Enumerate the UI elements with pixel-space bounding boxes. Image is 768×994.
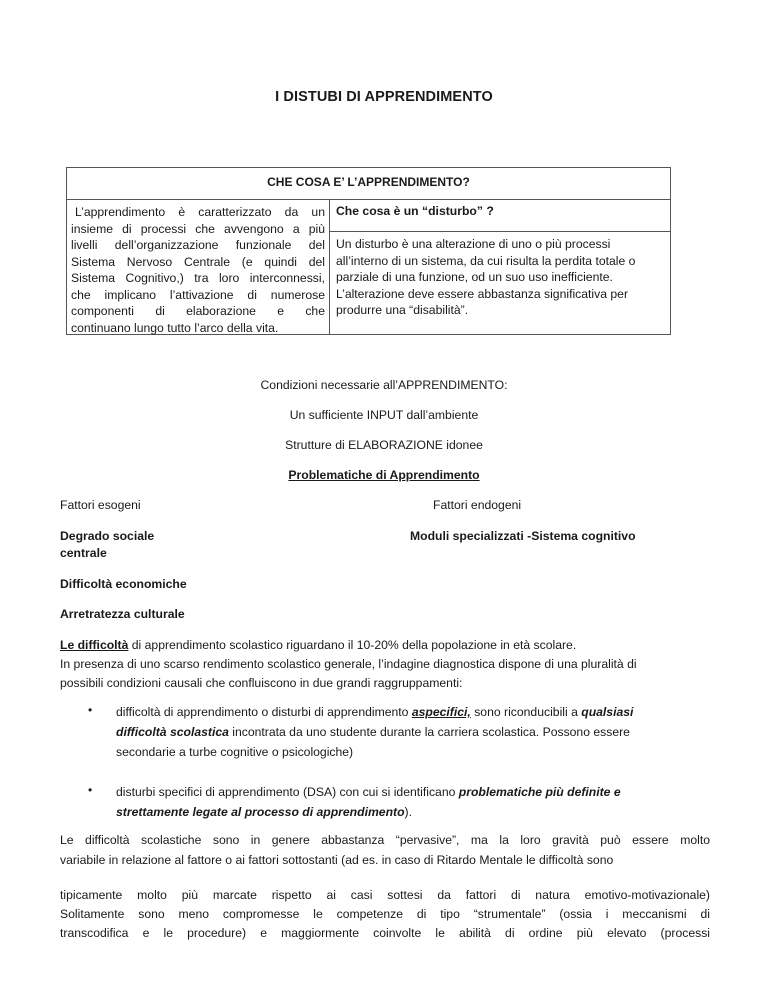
endogenous-label: Fattori endogeni — [433, 498, 522, 512]
document-title: I DISTUBI DI APPRENDIMENTO — [275, 89, 493, 105]
exogenous-factor-social-cont: centrale — [60, 546, 107, 560]
condition-input: Un sufficiente INPUT dall’ambiente — [289, 408, 479, 422]
bullet-icon: • — [88, 703, 93, 717]
bullet-item-dsa — [116, 782, 716, 822]
text-line: insieme di processi che avvengono a più — [71, 221, 325, 236]
text-line: Sistema Cognitivo,) tra loro interconnessi, — [71, 271, 325, 285]
definition-table — [66, 167, 671, 335]
text-line: Sistema Nervoso Centrale (e quindi del — [71, 254, 325, 269]
emphasis-difficolta: difficoltà scolastica — [116, 725, 229, 739]
intro-line-3: possibili condizioni causali che confluiscono in due grandi raggruppamenti: — [60, 676, 463, 690]
learning-definition-cell — [67, 200, 330, 334]
closing-line-5: transcodifica e le procedure) e maggiormente coinvolte le abilità di ordine più elevato (processi — [60, 926, 710, 940]
text-span: ). — [404, 805, 412, 819]
text-line: Un disturbo è una alterazione di uno o più processi — [336, 237, 611, 251]
intro-lead: Le difficoltà — [60, 638, 129, 652]
text-line: L’apprendimento è caratterizzato da un — [75, 205, 325, 219]
text-line: produrre una “disabilità”. — [336, 303, 469, 317]
emphasis-problematiche: problematiche più definite e — [458, 785, 621, 799]
closing-line-3: tipicamente molto più marcate rispetto ai casi sottesi da fattori di natura emotivo-motivazionale) — [60, 888, 710, 902]
text-line: L’alterazione deve essere abbastanza significativa per — [336, 286, 629, 301]
emphasis-aspecific: aspecifici, — [411, 705, 471, 719]
text-line — [116, 702, 716, 722]
text-line — [116, 782, 716, 802]
text-line — [116, 802, 716, 822]
text-line: componenti di elaborazione e che — [71, 304, 325, 318]
text-line: all’interno di un sistema, da cui risulta la perdita totale o — [336, 253, 636, 268]
closing-line-1: Le difficoltà scolastiche sono in genere abbastanza “pervasive”, ma la loro gravità può essere molto — [60, 833, 710, 847]
text-span: incontrata da uno studente durante la carriera scolastica. Possono essere — [228, 725, 630, 739]
text-span: difficoltà di apprendimento o disturbi di apprendimento — [116, 705, 412, 719]
text-line — [116, 722, 716, 742]
bullet-icon: • — [88, 783, 93, 797]
conditions-heading: Condizioni necessarie all’APPRENDIMENTO: — [260, 378, 508, 392]
text-line: parziale di una funzione, od un suo uso inefficiente. — [336, 270, 613, 284]
condition-elaboration: Strutture di ELABORAZIONE idonee — [285, 438, 483, 452]
endogenous-factor-modules: Moduli specializzati -Sistema cognitivo — [410, 529, 636, 543]
exogenous-factor-social: Degrado sociale — [60, 529, 155, 543]
bullet-item-aspecific — [116, 702, 716, 762]
intro-line-2: In presenza di uno scarso rendimento scolastico generale, l’indagine diagnostica dispone di una pluralità di — [60, 657, 637, 671]
exogenous-factor-cultural: Arretratezza culturale — [60, 607, 185, 621]
disorder-definition-cell — [330, 232, 670, 334]
text-line: che implicano l’attivazione di numerose — [71, 287, 325, 302]
text-line: secondarie a turbe cognitive o psicologiche) — [116, 745, 354, 759]
text-span: disturbi specifici di apprendimento (DSA) con cui si identificano — [116, 785, 459, 799]
emphasis-legate: strettamente legate al processo di apprendimento — [116, 805, 405, 819]
closing-line-2: variabile in relazione al fattore o ai fattori sottostanti (ad es. in caso di Ritardo Mentale le difficoltà sono — [60, 853, 614, 867]
closing-line-4: Solitamente sono meno compromesse le competenze di tipo “strumentale” (ossia i meccanismi di — [60, 907, 710, 921]
disorder-heading-cell: Che cosa è un “disturbo” ? — [330, 200, 670, 232]
text-line: livelli dell’organizzazione funzionale del — [71, 238, 325, 252]
exogenous-factor-economic: Difficoltà economiche — [60, 577, 187, 591]
intro-line-1 — [60, 636, 710, 655]
problems-heading: Problematiche di Apprendimento — [288, 468, 480, 482]
table-header: CHE COSA E’ L’APPRENDIMENTO? — [67, 168, 670, 200]
text-span: sono riconducibili a — [470, 705, 582, 719]
text-line: continuano lungo tutto l’arco della vita. — [71, 320, 279, 335]
intro-line-1-rest: di apprendimento scolastico riguardano il 10-20% della popolazione in età scolare. — [128, 638, 577, 652]
emphasis-qualsiasi: qualsiasi — [581, 705, 634, 719]
exogenous-label: Fattori esogeni — [60, 498, 141, 512]
